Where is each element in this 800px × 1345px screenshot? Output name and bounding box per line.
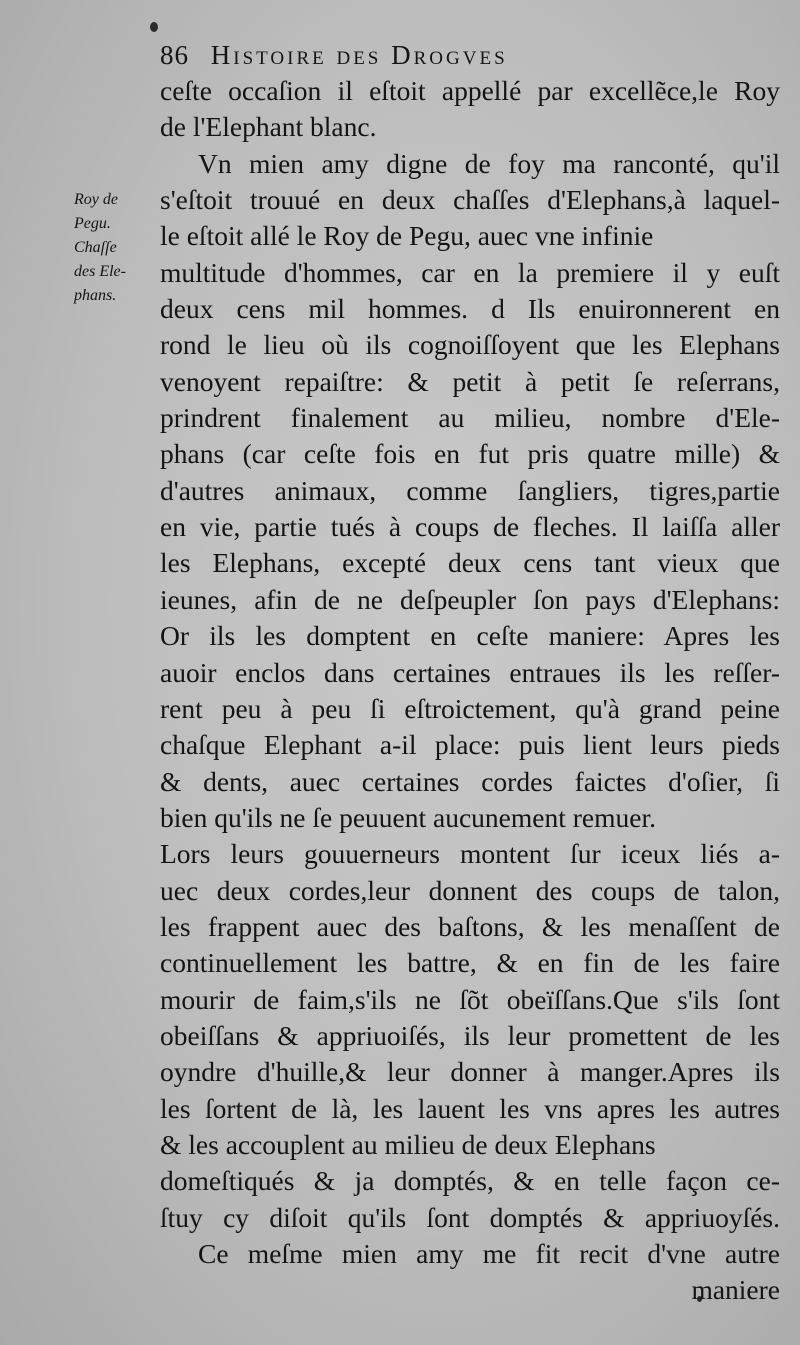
text-line: continuellement les battre, & en fin de les faire — [160, 947, 780, 979]
text-line: & dents, auec certaines cordes faictes d'oſier, ſi — [160, 765, 780, 797]
text-line: s'eſtoit trouué en deux chaſſes d'Elephans,à laquel- — [160, 184, 780, 216]
margin-note-line: Pegu. — [74, 215, 111, 232]
text-line: les frappent auec des baſtons, & les menaſſent de — [160, 910, 780, 942]
text-line: phans (car ceſte fois en fut pris quatre mille) & — [160, 438, 780, 470]
text-line: ceſte occaſion il eſtoit appellé par excellẽce,le Roy — [160, 75, 780, 106]
margin-note-line: Roy de — [74, 191, 118, 208]
margin-note-line: Chaſſe — [74, 239, 117, 256]
text-line: prindrent finalement au milieu, nombre d'Ele- — [160, 402, 780, 434]
text-line: domeſtiqués & ja domptés, & en telle façon ce- — [160, 1165, 780, 1197]
text-line: deux cens mil hommes. d Ils enuironnerent en — [160, 293, 780, 325]
page-number: 86 — [160, 40, 189, 70]
text-line: Vn mien amy digne de foy ma ranconté, qu'il — [198, 147, 780, 179]
text-line: les ſortent de là, les lauent les vns apres les autres — [160, 1092, 780, 1124]
ink-speck — [150, 22, 158, 32]
text-line: d'autres animaux, comme ſangliers, tigres,partie — [160, 474, 780, 506]
body-text — [160, 73, 780, 1309]
text-line: Ce meſme mien amy me fit recit d'vne autre — [198, 1238, 780, 1269]
text-line: obeiſſans & appriuoiſés, ils leur promettent de les — [160, 1019, 780, 1051]
text-line: mourir de faim,s'ils ne ſõt obeïſſans.Que s'ils ſont — [160, 983, 780, 1015]
text-line: Lors leurs gouuerneurs montent ſur iceux liés a- — [160, 838, 780, 870]
text-line: multitude d'hommes, car en la premiere il y euſt — [160, 256, 780, 288]
text-line: venoyent repaiſtre: & petit à petit ſe reſerrans, — [160, 365, 780, 397]
running-header — [160, 38, 508, 72]
text-line: bien qu'ils ne ſe peuuent aucunement remuer. — [160, 801, 656, 833]
text-line: en vie, partie tués à coups de fleches. Il laiſſa aller — [160, 511, 780, 543]
text-line: uec deux cordes,leur donnent des coups de talon, — [160, 874, 780, 906]
text-line: Or ils les domptent en ceſte maniere: Apres les — [160, 620, 780, 652]
text-line: rond le lieu où ils cognoiſſoyent que les Elephans — [160, 329, 780, 361]
text-line: rent peu à peu ſi eſtroictement, qu'à grand peine — [160, 692, 780, 724]
margin-note — [74, 188, 158, 308]
text-line: de l'Elephant blanc. — [160, 111, 377, 143]
catchword: maniere — [691, 1274, 780, 1306]
margin-note-line: phans. — [74, 287, 117, 304]
text-line: chaſque Elephant a-il place: puis lient leurs pieds — [160, 729, 780, 761]
text-line: le eſtoit allé le Roy de Pegu, auec vne infinie — [160, 220, 654, 252]
text-line: auoir enclos dans certaines entraues ils les reſſer- — [160, 656, 780, 688]
text-line: ſtuy cy diſoit qu'ils ſont domptés & appriuoyſés. — [160, 1201, 780, 1233]
text-line: les Elephans, excepté deux cens tant vieux que — [160, 547, 780, 579]
text-line: & les accouplent au milieu de deux Elephans — [160, 1128, 656, 1160]
text-line: ieunes, afin de ne deſpeupler ſon pays d'Elephans: — [160, 583, 780, 615]
running-title: Histoire des Drogves — [210, 40, 508, 70]
margin-note-line: des Ele- — [74, 263, 126, 280]
text-line: oyndre d'huille,& leur donner à manger.Apres ils — [160, 1056, 780, 1088]
